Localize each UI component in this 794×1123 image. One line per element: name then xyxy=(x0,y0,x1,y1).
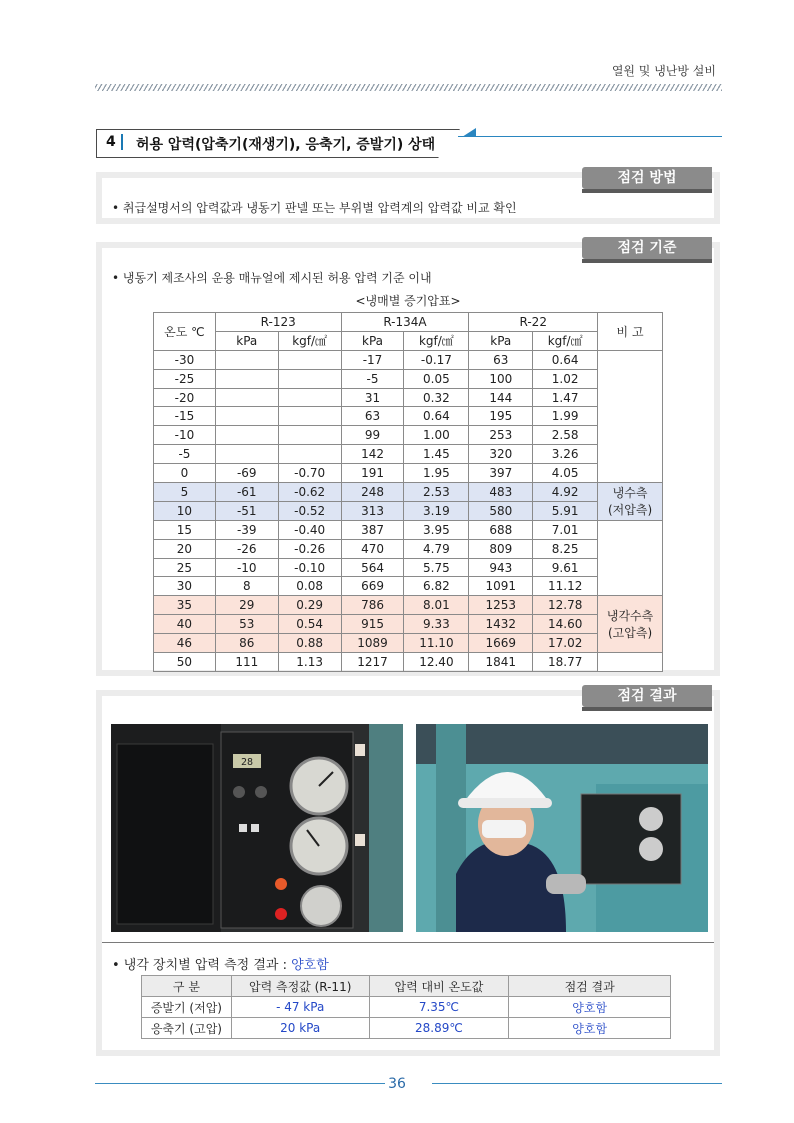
table-cell: 2.53 xyxy=(404,483,469,502)
pressure-table xyxy=(153,312,663,672)
table-cell: 397 xyxy=(469,464,533,483)
table-cell: -15 xyxy=(154,407,216,426)
table-cell: 1841 xyxy=(469,653,533,672)
result-pressure: - 47 kPa xyxy=(231,997,369,1018)
table-cell: 40 xyxy=(154,615,216,634)
note-cell xyxy=(598,596,663,653)
result-category: 증발기 (저압) xyxy=(142,997,232,1018)
result-outcome: 양호함 xyxy=(509,1018,671,1039)
table-cell: 11.12 xyxy=(533,577,598,596)
table-cell: 195 xyxy=(469,407,533,426)
result-divider xyxy=(102,942,714,943)
header-kgf: kgf/㎠ xyxy=(278,331,341,350)
table-cell: 20 xyxy=(154,539,216,558)
header-kpa: kPa xyxy=(469,331,533,350)
table-row xyxy=(154,426,663,445)
table-cell: -51 xyxy=(215,501,278,520)
table-cell: -69 xyxy=(215,464,278,483)
header-r123: R-123 xyxy=(215,313,341,332)
table-row xyxy=(154,369,663,388)
table-row xyxy=(154,407,663,426)
table-cell: 11.10 xyxy=(404,634,469,653)
section-triangle xyxy=(462,128,476,137)
header-kpa: kPa xyxy=(341,331,404,350)
table-cell: 46 xyxy=(154,634,216,653)
table-cell: -20 xyxy=(154,388,216,407)
table-cell: 4.79 xyxy=(404,539,469,558)
table-cell: 31 xyxy=(341,388,404,407)
header-kpa: kPa xyxy=(215,331,278,350)
table-cell: 0.32 xyxy=(404,388,469,407)
table-cell xyxy=(278,350,341,369)
table-row xyxy=(154,388,663,407)
header-r134a: R-134A xyxy=(341,313,469,332)
table-cell: 943 xyxy=(469,558,533,577)
table-cell: 5.91 xyxy=(533,501,598,520)
table-row xyxy=(154,634,663,653)
table-cell: 0.88 xyxy=(278,634,341,653)
table-cell: 142 xyxy=(341,445,404,464)
table-cell: 10 xyxy=(154,501,216,520)
table-caption: <냉매별 증기압표> xyxy=(355,294,461,308)
table-cell: 9.61 xyxy=(533,558,598,577)
table-cell xyxy=(215,369,278,388)
table-cell: 564 xyxy=(341,558,404,577)
table-cell: -10 xyxy=(215,558,278,577)
criteria-panel xyxy=(96,242,720,676)
table-cell: 191 xyxy=(341,464,404,483)
page-number: 36 xyxy=(388,1076,406,1092)
result-summary xyxy=(112,954,329,973)
table-cell: 50 xyxy=(154,653,216,672)
table-cell: 1669 xyxy=(469,634,533,653)
table-cell: 313 xyxy=(341,501,404,520)
header-kgf: kgf/㎠ xyxy=(533,331,598,350)
table-cell: 8.25 xyxy=(533,539,598,558)
table-cell: 14.60 xyxy=(533,615,598,634)
table-cell: -0.10 xyxy=(278,558,341,577)
result-summary-prefix: • 냉각 장치별 압력 측정 결과 : xyxy=(112,958,292,973)
section-number: 4 xyxy=(106,134,116,150)
table-cell: 1217 xyxy=(341,653,404,672)
table-cell: 248 xyxy=(341,483,404,502)
table-cell: 809 xyxy=(469,539,533,558)
table-cell: 12.78 xyxy=(533,596,598,615)
result-tag: 점검 결과 xyxy=(582,685,712,707)
table-cell: -39 xyxy=(215,520,278,539)
table-cell: 30 xyxy=(154,577,216,596)
table-cell: 8 xyxy=(215,577,278,596)
note-hot-line2: (고압측) xyxy=(607,626,653,641)
table-row xyxy=(154,445,663,464)
note-cold-line2: (저압측) xyxy=(607,503,653,518)
table-row xyxy=(154,653,663,672)
result-temperature: 7.35℃ xyxy=(369,997,509,1018)
section-divider xyxy=(121,134,123,150)
table-cell xyxy=(278,369,341,388)
table-cell: 3.26 xyxy=(533,445,598,464)
table-cell xyxy=(278,445,341,464)
table-cell: 4.92 xyxy=(533,483,598,502)
table-cell: 100 xyxy=(469,369,533,388)
result-panel xyxy=(96,690,720,1056)
table-row xyxy=(154,615,663,634)
table-cell xyxy=(278,426,341,445)
table-cell: 17.02 xyxy=(533,634,598,653)
table-cell: 0.54 xyxy=(278,615,341,634)
table-row xyxy=(142,997,671,1018)
table-cell: 4.05 xyxy=(533,464,598,483)
table-cell: 470 xyxy=(341,539,404,558)
table-cell: 483 xyxy=(469,483,533,502)
note-cell xyxy=(598,653,663,672)
table-row xyxy=(154,596,663,615)
header-note: 비 고 xyxy=(598,313,663,351)
result-summary-value: 양호함 xyxy=(291,958,329,973)
table-row xyxy=(142,1018,671,1039)
result-header-category: 구 분 xyxy=(142,976,232,997)
table-cell: 7.01 xyxy=(533,520,598,539)
header-kgf: kgf/㎠ xyxy=(404,331,469,350)
table-cell: -26 xyxy=(215,539,278,558)
table-row xyxy=(154,350,663,369)
table-cell: 786 xyxy=(341,596,404,615)
table-cell: 99 xyxy=(341,426,404,445)
table-cell: -5 xyxy=(341,369,404,388)
table-cell: 1089 xyxy=(341,634,404,653)
table-cell: 1.13 xyxy=(278,653,341,672)
table-cell: 63 xyxy=(341,407,404,426)
table-row xyxy=(154,539,663,558)
table-cell: 63 xyxy=(469,350,533,369)
table-cell xyxy=(278,407,341,426)
table-cell: 2.58 xyxy=(533,426,598,445)
table-cell: 915 xyxy=(341,615,404,634)
table-cell: 8.01 xyxy=(404,596,469,615)
table-cell: 387 xyxy=(341,520,404,539)
header-r22: R-22 xyxy=(469,313,598,332)
table-cell: -17 xyxy=(341,350,404,369)
note-cell xyxy=(598,520,663,596)
table-cell: 688 xyxy=(469,520,533,539)
table-cell: 1.99 xyxy=(533,407,598,426)
table-cell: 0.64 xyxy=(533,350,598,369)
table-cell: 144 xyxy=(469,388,533,407)
table-cell: 53 xyxy=(215,615,278,634)
result-category: 응축기 (고압) xyxy=(142,1018,232,1039)
table-cell: 669 xyxy=(341,577,404,596)
control-panel-photo xyxy=(111,724,403,932)
table-cell: -30 xyxy=(154,350,216,369)
table-cell: 18.77 xyxy=(533,653,598,672)
table-row xyxy=(154,520,663,539)
table-cell: -5 xyxy=(154,445,216,464)
section-heading xyxy=(96,128,722,158)
table-cell: 111 xyxy=(215,653,278,672)
table-cell: 15 xyxy=(154,520,216,539)
table-cell: 29 xyxy=(215,596,278,615)
table-cell xyxy=(215,407,278,426)
method-text: • 취급설명서의 압력값과 냉동기 판넬 또는 부위별 압력계의 압력값 비교 확인 xyxy=(112,201,517,215)
table-cell: 9.33 xyxy=(404,615,469,634)
table-cell: 6.82 xyxy=(404,577,469,596)
table-cell: 12.40 xyxy=(404,653,469,672)
header-temp: 온도 ℃ xyxy=(154,313,216,351)
table-cell: -0.52 xyxy=(278,501,341,520)
result-header-pressure: 압력 측정값 (R-11) xyxy=(231,976,369,997)
note-cold-line1: 냉수측 xyxy=(612,486,648,501)
table-cell: 0.64 xyxy=(404,407,469,426)
table-row xyxy=(154,483,663,502)
section-rule xyxy=(458,136,722,137)
result-table xyxy=(141,975,671,1039)
table-cell xyxy=(215,426,278,445)
table-cell: 0.08 xyxy=(278,577,341,596)
table-cell: -0.26 xyxy=(278,539,341,558)
result-outcome: 양호함 xyxy=(509,997,671,1018)
panel-display-readout: 28 xyxy=(240,757,254,768)
table-cell: 1091 xyxy=(469,577,533,596)
table-cell: 1.00 xyxy=(404,426,469,445)
section-title: 허용 압력(압축기(재생기), 응축기, 증발기) 상태 xyxy=(136,137,436,153)
header-title: 열원 및 냉난방 설비 xyxy=(611,64,716,78)
result-header-temperature: 압력 대비 온도값 xyxy=(369,976,509,997)
table-cell xyxy=(215,445,278,464)
table-cell: 35 xyxy=(154,596,216,615)
table-row xyxy=(154,464,663,483)
table-cell xyxy=(215,350,278,369)
note-hot-line1: 냉각수측 xyxy=(606,609,654,624)
table-cell: 1.47 xyxy=(533,388,598,407)
table-cell: -25 xyxy=(154,369,216,388)
table-cell: 86 xyxy=(215,634,278,653)
table-cell: 253 xyxy=(469,426,533,445)
table-cell: 5.75 xyxy=(404,558,469,577)
method-tag: 점검 방법 xyxy=(582,167,712,189)
result-pressure: 20 kPa xyxy=(231,1018,369,1039)
worker-inspection-photo xyxy=(416,724,708,932)
table-cell: 0 xyxy=(154,464,216,483)
table-row xyxy=(154,501,663,520)
table-cell: -0.17 xyxy=(404,350,469,369)
table-cell: 1253 xyxy=(469,596,533,615)
criteria-tag: 점검 기준 xyxy=(582,237,712,259)
header-stripe xyxy=(95,84,722,91)
note-cell xyxy=(598,350,663,482)
table-cell: -61 xyxy=(215,483,278,502)
table-cell: 0.05 xyxy=(404,369,469,388)
table-cell: 5 xyxy=(154,483,216,502)
table-cell: 320 xyxy=(469,445,533,464)
table-cell: 1.02 xyxy=(533,369,598,388)
table-cell: 1.45 xyxy=(404,445,469,464)
table-cell: -0.62 xyxy=(278,483,341,502)
method-panel xyxy=(96,172,720,224)
result-header-outcome: 점검 결과 xyxy=(509,976,671,997)
result-temperature: 28.89℃ xyxy=(369,1018,509,1039)
table-cell: 3.19 xyxy=(404,501,469,520)
table-cell: -0.40 xyxy=(278,520,341,539)
table-row xyxy=(154,577,663,596)
table-cell xyxy=(215,388,278,407)
table-row xyxy=(154,558,663,577)
note-cell xyxy=(598,483,663,521)
table-cell: 0.29 xyxy=(278,596,341,615)
table-cell: 1432 xyxy=(469,615,533,634)
table-cell: 580 xyxy=(469,501,533,520)
table-cell: -10 xyxy=(154,426,216,445)
table-cell xyxy=(278,388,341,407)
table-cell: 1.95 xyxy=(404,464,469,483)
table-cell: 3.95 xyxy=(404,520,469,539)
table-cell: 25 xyxy=(154,558,216,577)
table-cell: -0.70 xyxy=(278,464,341,483)
criteria-text: • 냉동기 제조사의 운용 매뉴얼에 제시된 허용 압력 기준 이내 xyxy=(112,271,432,285)
